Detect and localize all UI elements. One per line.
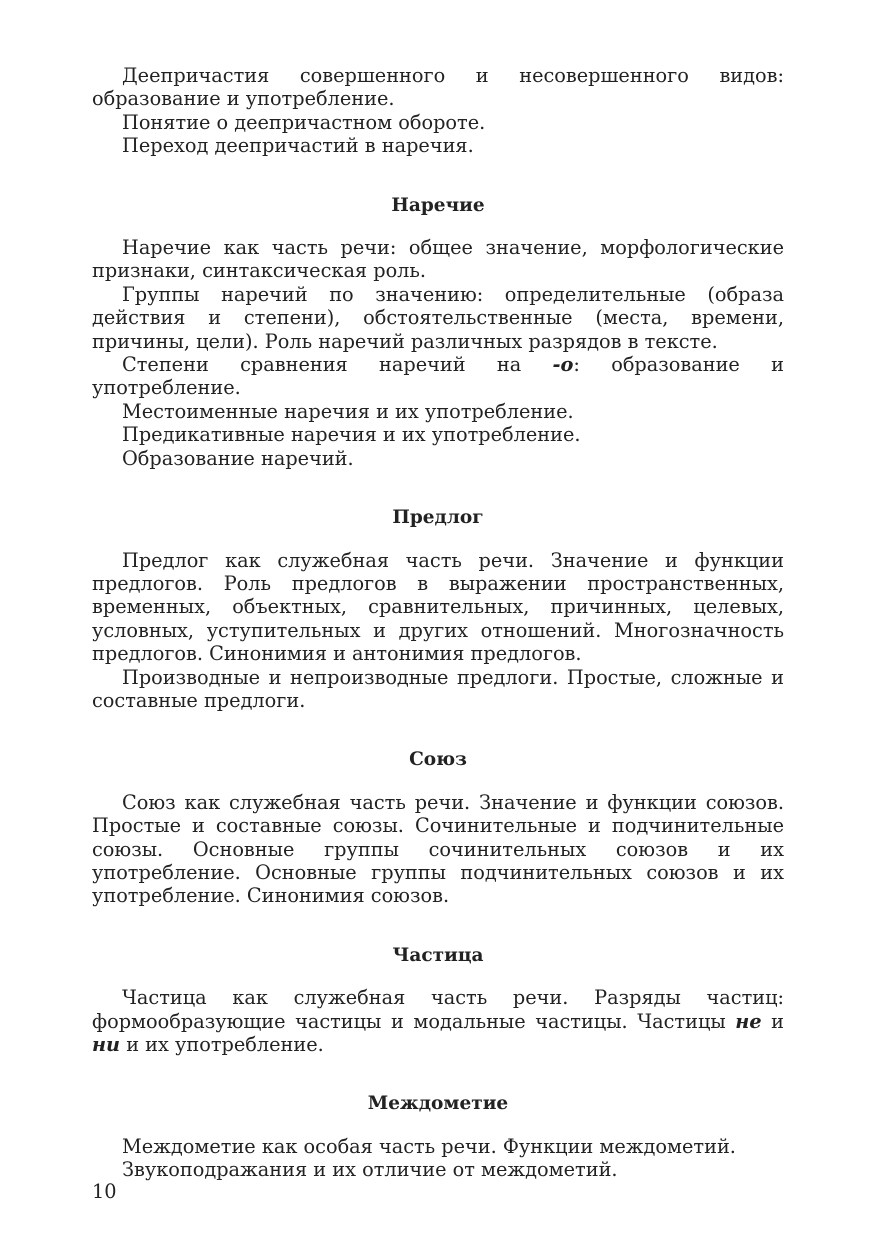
section-body	[92, 986, 784, 1056]
particle-ni: ни	[92, 1033, 121, 1056]
section-body	[92, 1135, 784, 1182]
suffix-o: -о	[552, 353, 574, 377]
section-body	[92, 791, 784, 908]
section-interjection	[92, 1092, 784, 1181]
paragraph: Звукоподражания и их отличие от междометий.	[122, 1158, 618, 1182]
section-heading: Междометие	[367, 1093, 509, 1115]
paragraph-degrees	[92, 353, 784, 400]
paragraph: Предлог как служебная часть речи. Значение и функции предлогов. Роль предлогов в выражении пространственных, временных, объектных, сравнительных, причинных, целевых, условных, уступительных и других отношений. Многозначность предлогов. Синонимия и антонимия предлогов.	[92, 548, 784, 666]
section-heading: Предлог	[392, 507, 484, 529]
text-run: Степени сравнения наречий на	[122, 353, 553, 377]
intro-block	[92, 64, 784, 158]
section-body	[92, 549, 784, 713]
section-particle	[92, 944, 784, 1057]
paragraph: Группы наречий по значению: определительные (образа действия и степени), обстоятельственные (места, времени, причины, цели). Роль наречий различных разрядов в тексте.	[92, 282, 784, 353]
text-run: Частица как служебная часть речи. Разряды частиц: формообразующие частицы и модальные частицы. Частицы	[92, 986, 784, 1033]
section-adverb	[92, 194, 784, 470]
text-run: : образование и употребление.	[92, 353, 785, 400]
page-content	[92, 64, 784, 1182]
section-preposition	[92, 506, 784, 712]
paragraph: Предикативные наречия и их употребление.	[122, 423, 581, 447]
paragraph: Понятие о деепричастном обороте.	[122, 110, 486, 134]
paragraph: Образование наречий.	[122, 446, 354, 470]
section-heading: Союз	[409, 749, 467, 771]
paragraph: Междометие как особая часть речи. Функции междометий.	[122, 1134, 736, 1158]
paragraph: Деепричастия совершенного и несовершенного видов: образование и употребление.	[92, 64, 784, 111]
particle-ne: не	[735, 1009, 762, 1033]
page-number: 10	[92, 1180, 117, 1203]
paragraph: Переход деепричастий в наречия.	[122, 134, 474, 158]
paragraph: Наречие как часть речи: общее значение, морфологические признаки, синтаксическая роль.	[92, 236, 784, 283]
text-run: и	[761, 1009, 785, 1033]
paragraph: Производные и непроизводные предлоги. Простые, сложные и составные предлоги.	[92, 665, 784, 712]
section-body	[92, 236, 784, 470]
paragraph: Местоименные наречия и их употребление.	[122, 399, 574, 423]
paragraph-particles	[92, 986, 784, 1056]
section-heading: Частица	[392, 944, 484, 966]
paragraph: Союз как служебная часть речи. Значение и функции союзов. Простые и составные союзы. Сочинительные и подчинительные союзы. Основные группы сочинительных союзов и их употребление. Основные группы подчинительных союзов и их употребление. Синонимия союзов.	[92, 790, 784, 908]
section-heading: Наречие	[391, 194, 485, 216]
section-conjunction	[92, 748, 784, 907]
text-run: и их употребление.	[120, 1033, 324, 1056]
